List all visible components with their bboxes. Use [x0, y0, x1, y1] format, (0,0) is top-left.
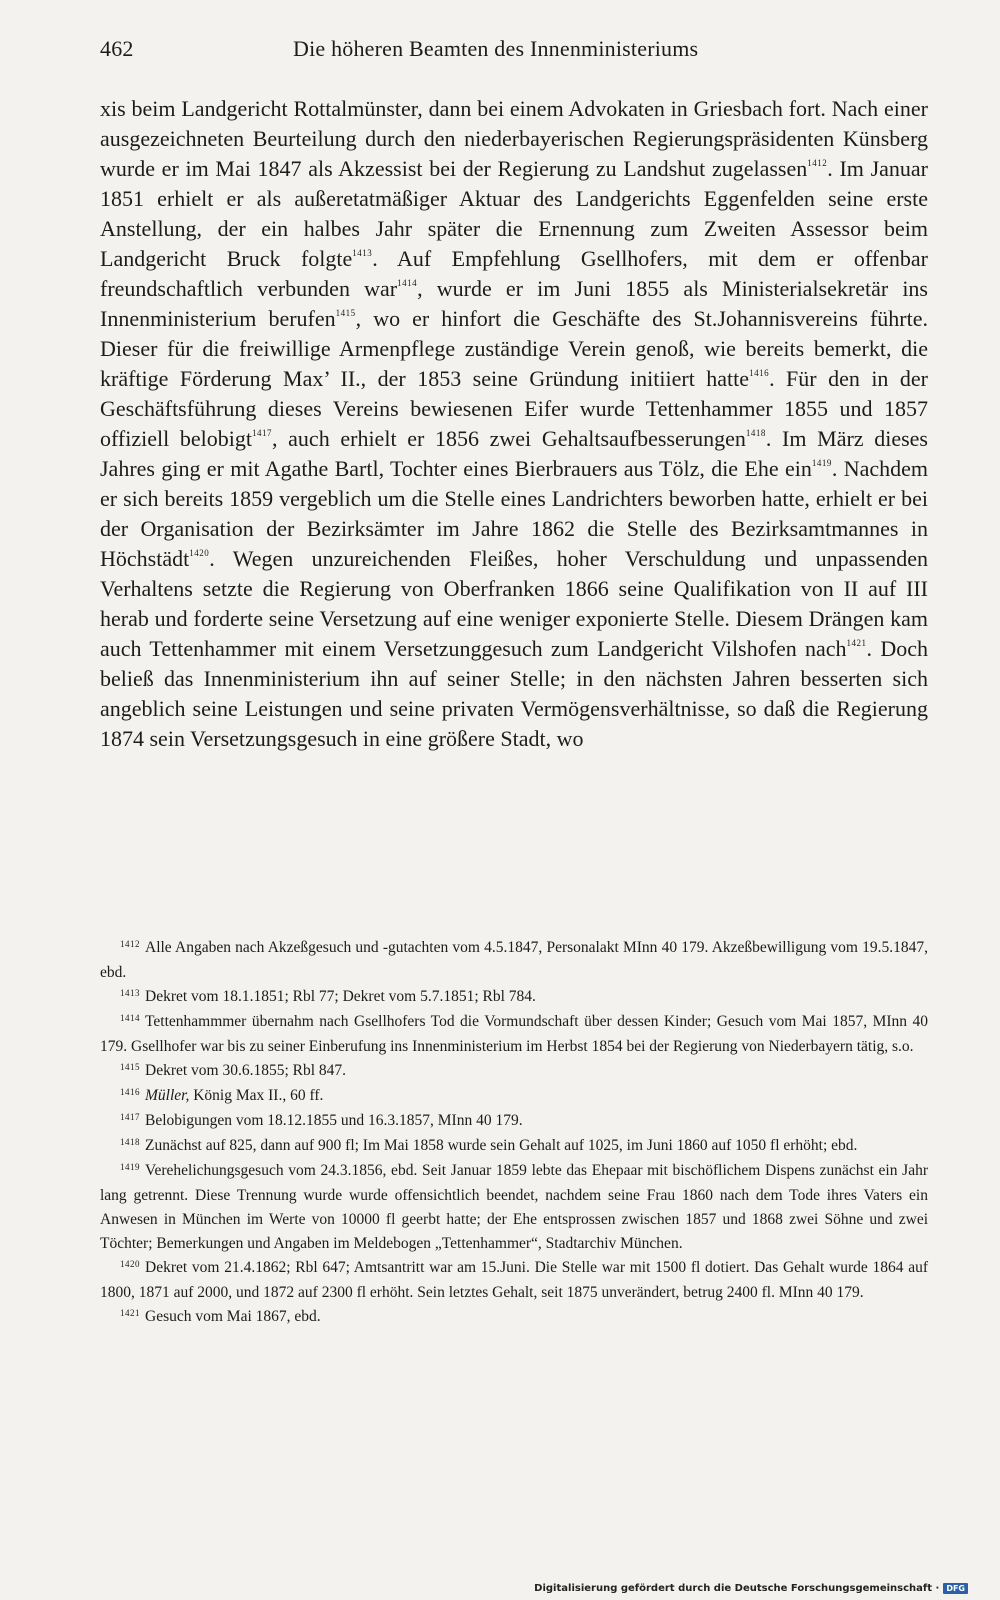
footnote-ref[interactable]: 1413 — [352, 247, 373, 258]
footnote — [100, 1159, 928, 1256]
footnote-text: Dekret vom 18.1.1851; Rbl 77; Dekret vom 5.7.1851; Rbl 784. — [145, 988, 536, 1005]
dfg-logo: DFG — [943, 1583, 968, 1594]
body-paragraph — [100, 94, 928, 754]
footnote-number: 1413 — [120, 988, 140, 998]
text-segment: . Im Januar 1851 erhielt er als außeretatmäßiger Aktuar des Landgerichts Eggenfelden seine erste Anstellung, der ein halbes Jahr später die Ernennung zum Zweiten Assessor beim Landgericht Bruck folgte — [100, 156, 929, 271]
footnote-ref[interactable]: 1421 — [846, 637, 867, 648]
running-title: Die höheren Beamten des Innenministeriums — [293, 36, 699, 61]
footnote-text: König Max II., 60 ff. — [189, 1087, 324, 1104]
text-segment: . Wegen unzureichenden Fleißes, hoher Verschuldung und unpassenden Verhaltens setzte die Regierung von Oberfranken 1866 seine Qualifikation von II auf III herab und forderte seine Versetzung auf eine weniger exponierte Stelle. Diesem Drängen kam auch Tettenhammer mit einem Versetzunggesuch zum Landgericht Vilshofen nach — [100, 546, 928, 661]
footnote-text: Zunächst auf 825, dann auf 900 fl; Im Mai 1858 wurde sein Gehalt auf 1025, im Juni 1860 auf 1050 fl erhöht; ebd. — [145, 1137, 858, 1154]
footnote-number: 1414 — [120, 1013, 140, 1023]
footnote-number: 1417 — [120, 1112, 140, 1122]
credit-text: Digitalisierung gefördert durch die Deutsche Forschungsgemeinschaft · — [534, 1583, 940, 1594]
footnote — [100, 1059, 928, 1084]
footnote-number: 1418 — [120, 1137, 140, 1147]
footnote-ref[interactable]: 1414 — [397, 277, 418, 288]
footnote-text: Verehelichungsgesuch vom 24.3.1856, ebd. Seit Januar 1859 lebte das Ehepaar mit bischöflichem Dispens zunächst ein Jahr lang getrennt. Diese Trennung wurde wurde offensichtlich beendet, nachdem seine Frau 1860 nach dem Tode ihres Vaters ein Anwesen in München im Werte von 10000 fl geerbt hatte; der Ehe entsprossen zwischen 1857 und 1868 zwei Söhne und zwei Töchter; Bemerkungen und Angaben im Meldebogen „Tettenhammer“, Stadtarchiv München. — [100, 1162, 928, 1252]
text-segment: . Nachdem er sich bereits 1859 vergeblich um die Stelle eines Landrichters beworben hatte, erhielt er bei der Organisation der Bezirksämter im Jahre 1862 die Stelle des Bezirksamtmannes in Höchstädt — [100, 456, 929, 571]
footnote-ref[interactable]: 1419 — [811, 457, 832, 468]
digitization-credit — [534, 1583, 968, 1594]
footnote-number: 1412 — [120, 939, 140, 949]
footnote-ref[interactable]: 1418 — [745, 427, 766, 438]
footnote-author: Müller, — [145, 1087, 190, 1104]
footnote-text: Alle Angaben nach Akzeßgesuch und -gutachten vom 4.5.1847, Personalakt MInn 40 179. Akzeßbewilligung vom 19.5.1847, ebd. — [100, 939, 928, 981]
footnote-text: Belobigungen vom 18.12.1855 und 16.3.1857, MInn 40 179. — [145, 1112, 523, 1129]
footnote — [100, 1084, 928, 1109]
footnote — [100, 1134, 928, 1159]
main-text — [100, 94, 928, 754]
footnote-text: Dekret vom 30.6.1855; Rbl 847. — [145, 1062, 347, 1079]
text-segment: . Im März dieses Jahres ging er mit Agathe Bartl, Tochter eines Bierbrauers aus Tölz, die Ehe ein — [100, 426, 928, 481]
page-number: 462 — [100, 36, 134, 61]
footnote — [100, 1010, 928, 1059]
footnote — [100, 1256, 928, 1305]
text-segment: xis beim Landgericht Rottalmünster, dann bei einem Advokaten in Griesbach fort. Nach einer ausgezeichneten Beurteilung durch den niederbayerischen Regierungspräsidenten Künsberg wurde er im Mai 1847 als Akzessist bei der Regierung zu Landshut zugelassen — [100, 96, 928, 181]
footnote-number: 1420 — [120, 1259, 140, 1269]
footnote-ref[interactable]: 1416 — [749, 367, 770, 378]
footnote-ref[interactable]: 1415 — [335, 307, 356, 318]
footnote-number: 1419 — [120, 1162, 140, 1172]
text-segment: , wurde er im Juni 1855 als Ministerialsekretär ins Innenministerium berufen — [100, 276, 928, 331]
footnotes — [100, 936, 928, 1330]
text-segment: . Doch beließ das Innenministerium ihn auf seiner Stelle; in den nächsten Jahren besserten sich angeblich seine Leistungen und seine privaten Vermögensverhältnisse, so daß die Regierung 1874 sein Versetzungsgesuch in eine größere Stadt, wo — [100, 636, 928, 751]
footnote-ref[interactable]: 1412 — [807, 157, 828, 168]
footnote-text: Gesuch vom Mai 1867, ebd. — [145, 1308, 321, 1325]
footnote — [100, 985, 928, 1010]
text-segment: , auch erhielt er 1856 zwei Gehaltsaufbesserungen — [272, 426, 746, 451]
footnote — [100, 1305, 928, 1330]
footnote-ref[interactable]: 1420 — [189, 547, 210, 558]
footnote-ref[interactable]: 1417 — [252, 427, 272, 438]
footnote-text: Dekret vom 21.4.1862; Rbl 647; Amtsantritt war am 15.Juni. Die Stelle war mit 1500 fl dotiert. Das Gehalt wurde 1864 auf 1800, 1871 auf 2000, und 1872 auf 2300 fl erhöht. Sein letztes Gehalt, seit 1875 unverändert, betrug 2400 fl. MInn 40 179. — [100, 1259, 928, 1301]
text-segment: . Auf Empfehlung Gsellhofers, mit dem er offenbar freundschaftlich verbunden war — [100, 246, 928, 301]
footnote-number: 1415 — [120, 1062, 140, 1072]
footnote-number: 1421 — [120, 1308, 140, 1318]
footnote — [100, 936, 928, 985]
footnote-number: 1416 — [120, 1087, 140, 1097]
footnote-text: Tettenhammmer übernahm nach Gsellhofers Tod die Vormundschaft über dessen Kinder; Gesuch vom Mai 1857, MInn 40 179. Gsellhofer war bis zu seiner Einberufung ins Innenministerium im Herbst 1854 bei der Regierung von Niederbayern tätig, s.o. — [100, 1013, 928, 1055]
text-segment: , wo er hinfort die Geschäfte des St.Johannisvereins führte. Dieser für die freiwillige Armenpflege zuständige Verein genoß, wie bereits bemerkt, die kräftige Förderung Max’ II., der 1853 seine Gründung initiiert hatte — [100, 306, 928, 391]
text-segment: . Für den in der Geschäftsführung dieses Vereins bewiesenen Eifer wurde Tettenhammer 1855 und 1857 offiziell belobigt — [100, 366, 929, 451]
footnote — [100, 1109, 928, 1134]
